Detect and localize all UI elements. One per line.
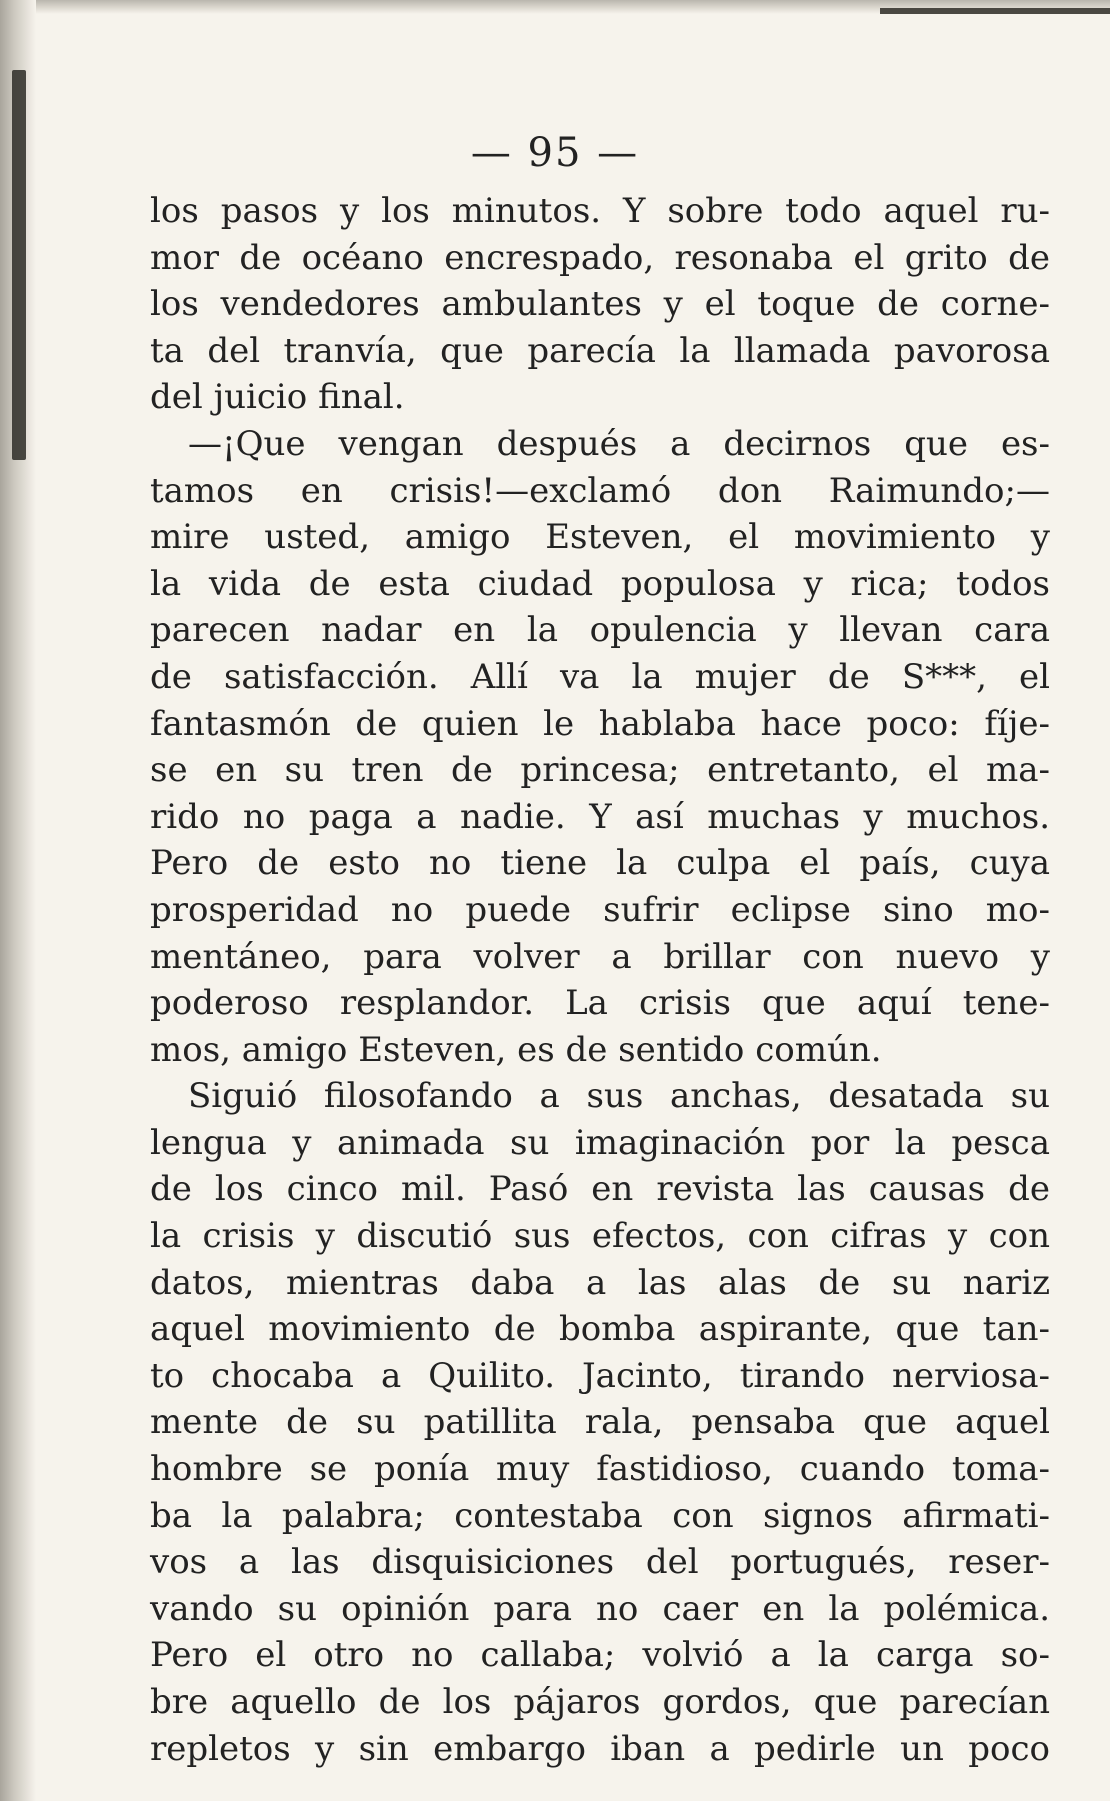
text-line: Siguió filosofando a sus anchas, desatada su bbox=[188, 1076, 1050, 1117]
text-line: mire usted, amigo Esteven, el movimiento y bbox=[150, 517, 1050, 558]
text-line: fantasmón de quien le hablaba hace poco: fíje- bbox=[150, 703, 1050, 744]
text-line: aquel movimiento de bomba aspirante, que tan- bbox=[150, 1309, 1050, 1350]
text-line: vos a las disquisiciones del portugués, reser- bbox=[150, 1542, 1050, 1583]
text-line: Pero el otro no callaba; volvió a la carga so- bbox=[150, 1635, 1050, 1676]
text-line: Pero de esto no tiene la culpa el país, cuya bbox=[150, 843, 1050, 884]
text-line: vando su opinión para no caer en la polémica. bbox=[150, 1588, 1050, 1629]
text-line: la vida de esta ciudad populosa y rica; todos bbox=[150, 563, 1050, 604]
text-line: tamos en crisis!—exclamó don Raimundo;— bbox=[150, 470, 1050, 511]
text-line: de los cinco mil. Pasó en revista las causas de bbox=[150, 1169, 1050, 1210]
text-line: lengua y animada su imaginación por la pesca bbox=[150, 1122, 1050, 1163]
text-line: mentáneo, para volver a brillar con nuevo y bbox=[150, 936, 1050, 977]
text-line: los pasos y los minutos. Y sobre todo aquel ru- bbox=[150, 191, 1050, 231]
text-line: —¡Que vengan después a decirnos que es- bbox=[188, 423, 1050, 464]
page-top-edge-mark bbox=[880, 8, 1110, 14]
text-line: rido no paga a nadie. Y así muchas y muchos. bbox=[150, 796, 1050, 837]
text-line: los vendedores ambulantes y el toque de corne- bbox=[150, 284, 1050, 325]
text-line: del juicio final. bbox=[150, 377, 405, 418]
binding-mark bbox=[12, 70, 26, 460]
text-line: ba la palabra; contestaba con signos afirmati- bbox=[150, 1495, 1050, 1536]
text-line: se en su tren de princesa; entretanto, el ma- bbox=[150, 750, 1050, 791]
page-number: — 95 — bbox=[470, 130, 640, 176]
text-line: poderoso resplandor. La crisis que aquí tene- bbox=[150, 983, 1050, 1024]
text-line: ta del tranvía, que parecía la llamada pavorosa bbox=[150, 330, 1050, 371]
text-line: repletos y sin embargo iban a pedirle un poco bbox=[150, 1728, 1050, 1769]
text-line: parecen nadar en la opulencia y llevan cara bbox=[150, 610, 1050, 651]
text-line: to chocaba a Quilito. Jacinto, tirando nerviosa- bbox=[150, 1355, 1050, 1396]
text-line: mente de su patillita rala, pensaba que aquel bbox=[150, 1402, 1050, 1443]
text-line: de satisfacción. Allí va la mujer de S***, el bbox=[150, 656, 1050, 697]
text-line: bre aquello de los pájaros gordos, que parecían bbox=[150, 1682, 1050, 1722]
text-line: mor de océano encrespado, resonaba el grito de bbox=[150, 237, 1050, 278]
text-line: la crisis y discutió sus efectos, con cifras y con bbox=[150, 1216, 1050, 1257]
body-text bbox=[150, 188, 1050, 1772]
text-line: prosperidad no puede sufrir eclipse sino mo- bbox=[150, 889, 1050, 930]
text-line: mos, amigo Esteven, es de sentido común. bbox=[150, 1029, 882, 1070]
text-line: hombre se ponía muy fastidioso, cuando toma- bbox=[150, 1449, 1050, 1490]
text-line: datos, mientras daba a las alas de su nariz bbox=[150, 1262, 1050, 1303]
